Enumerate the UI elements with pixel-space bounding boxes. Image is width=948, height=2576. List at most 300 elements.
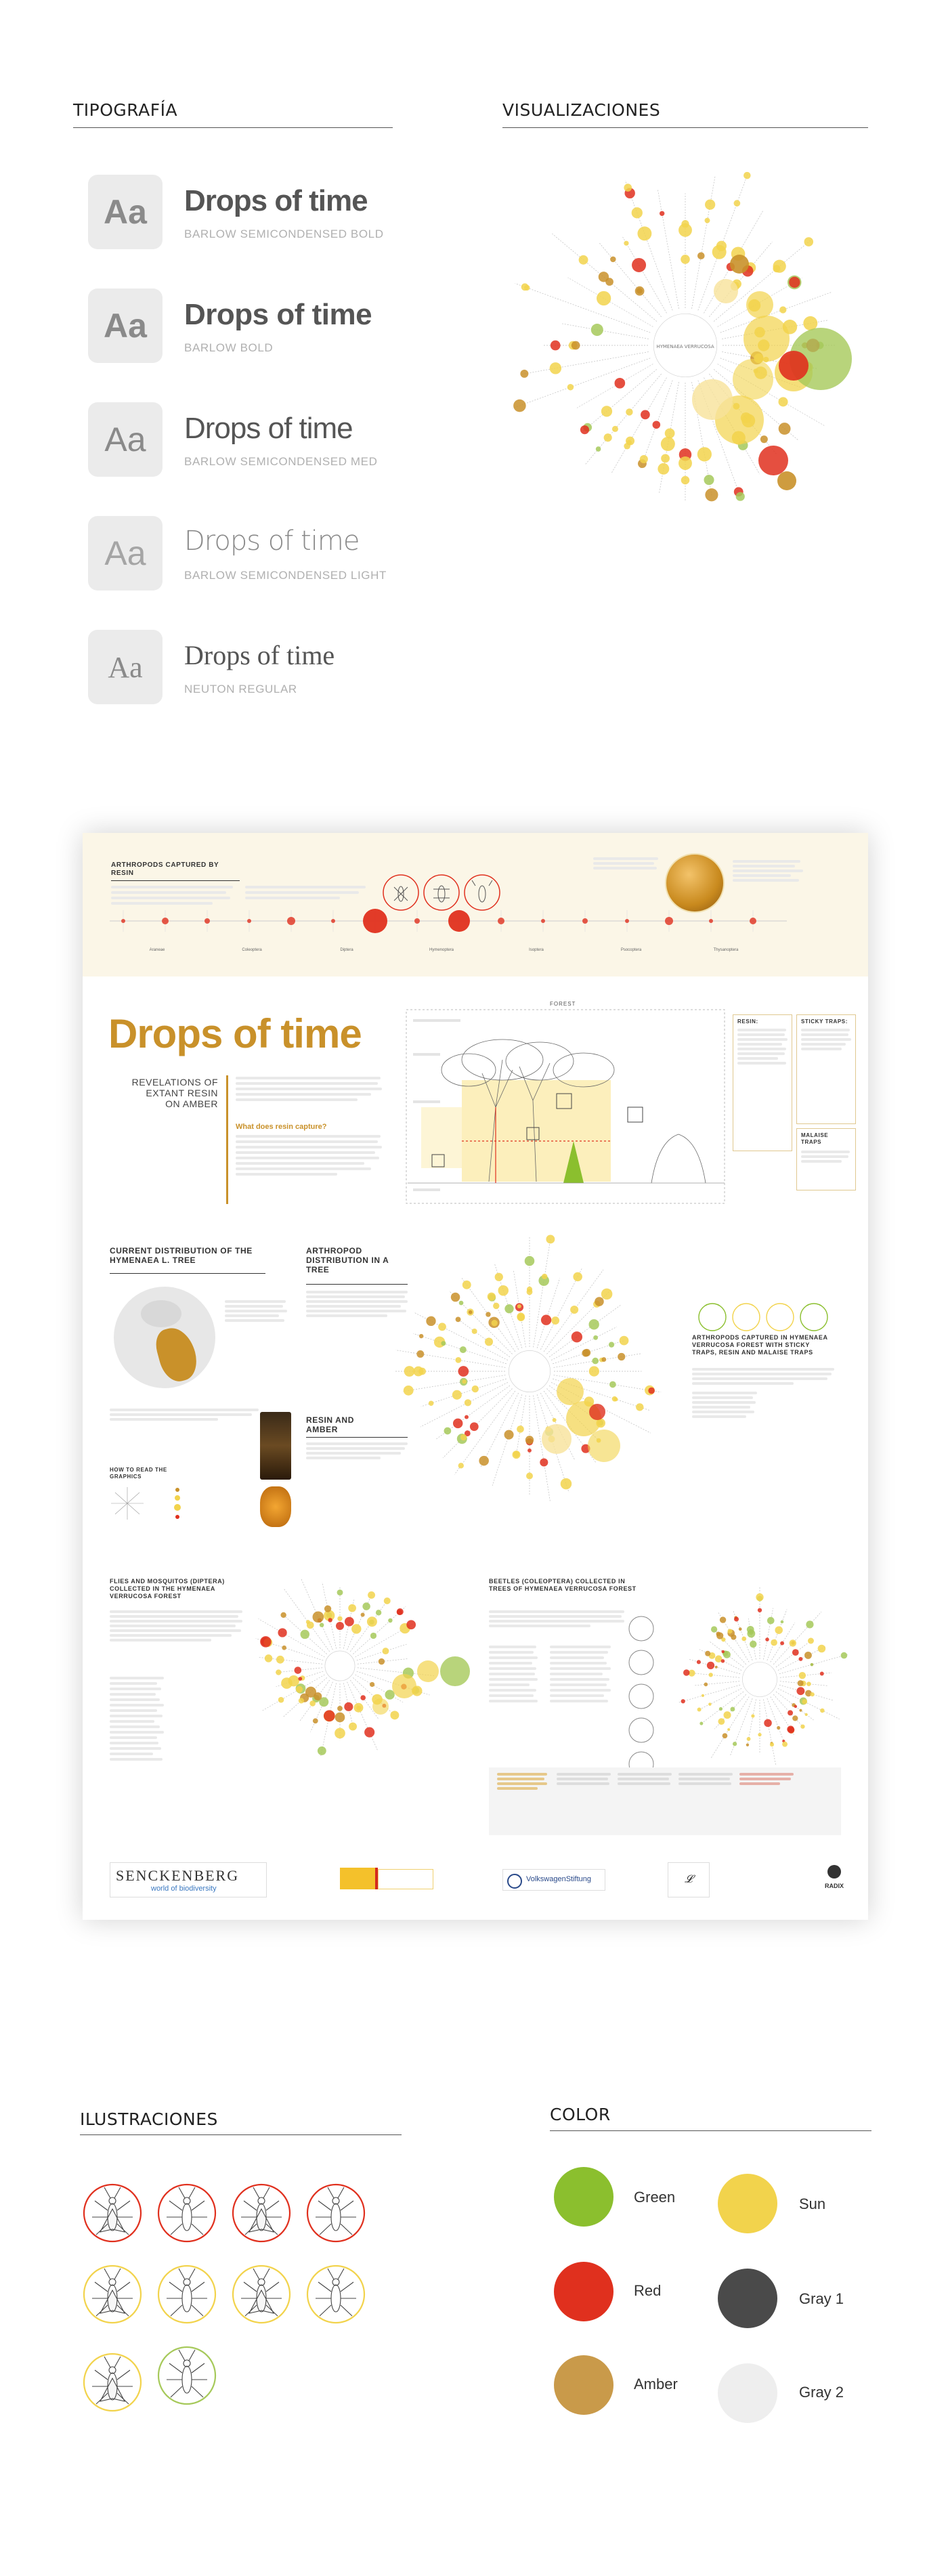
data-bubble — [618, 1353, 625, 1360]
timeline-dot — [247, 919, 251, 923]
data-bubble — [462, 1281, 471, 1289]
data-bubble — [280, 1612, 286, 1618]
data-bubble — [779, 423, 791, 435]
data-bubble — [260, 1636, 272, 1648]
amber-photo — [260, 1486, 291, 1527]
center-label: HYMENAEA VERRUCOSA — [656, 344, 714, 349]
spoke-line — [549, 1305, 620, 1356]
data-bubble — [572, 1331, 582, 1342]
data-bubble — [567, 384, 574, 390]
font-row-2 — [88, 288, 440, 363]
timeline-dot — [582, 918, 588, 924]
large-bubble — [730, 255, 749, 274]
data-bubble — [390, 1711, 399, 1719]
data-bubble — [727, 1728, 730, 1731]
data-bubble — [465, 1415, 469, 1419]
data-bubble — [479, 1456, 489, 1466]
data-bubble — [699, 1722, 703, 1725]
data-bubble — [513, 400, 526, 412]
radix-logo-text: RADIX — [824, 1883, 844, 1889]
data-bubble — [802, 1699, 807, 1704]
spoke-line — [521, 352, 649, 374]
data-bubble — [609, 1381, 616, 1388]
spoke-line — [623, 237, 667, 313]
data-bubble — [641, 410, 650, 419]
swatch-green — [554, 2167, 613, 2227]
radix-logo — [821, 1865, 848, 1895]
data-bubble — [705, 200, 715, 210]
spoke-line — [764, 1699, 776, 1765]
data-bubble — [705, 1651, 710, 1656]
spoke-line — [767, 1610, 787, 1660]
arthropod-distribution-rule — [306, 1284, 408, 1285]
swatch-gray-1-label: Gray 1 — [799, 2290, 844, 2307]
data-bubble — [492, 1320, 498, 1326]
data-bubble — [460, 1434, 467, 1440]
data-bubble — [660, 211, 664, 216]
spoke-line — [537, 1279, 560, 1348]
resin-amber-rule — [306, 1437, 408, 1438]
illustrations-section-title: ILUSTRACIONES — [80, 2109, 218, 2129]
illustrations-grid — [80, 2181, 432, 2465]
data-bubble — [604, 433, 612, 442]
data-bubble — [702, 1694, 704, 1697]
data-bubble — [265, 1654, 272, 1662]
data-bubble — [653, 421, 661, 429]
data-bubble — [383, 1648, 389, 1654]
font-preview-glyph: Aa — [88, 402, 163, 477]
data-bubble — [727, 1629, 732, 1633]
poster-radial-chart — [394, 1232, 678, 1517]
radial-bubbles — [678, 1587, 847, 1766]
data-bubble — [820, 1709, 825, 1713]
data-bubble — [734, 1616, 739, 1621]
data-bubble — [419, 1334, 423, 1338]
data-bubble — [465, 1399, 471, 1406]
large-bubble — [744, 316, 790, 362]
data-bubble — [697, 252, 705, 259]
poster-amber-bar — [226, 1075, 228, 1204]
data-bubble — [739, 1627, 742, 1631]
data-bubble — [770, 1742, 774, 1746]
font-sample-text: Drops of time — [184, 298, 372, 331]
data-bubble — [705, 488, 718, 501]
beetles-title: BEETLES (COLEOPTERA) COLLECTED IN TREES OF HYMENAEA VERRUCOSA FOREST — [489, 1578, 637, 1592]
data-bubble — [452, 1390, 462, 1400]
timeline-dot — [287, 917, 295, 925]
data-bubble — [388, 1618, 392, 1623]
font-row-4 — [88, 516, 440, 591]
data-bubble — [276, 1669, 281, 1675]
large-bubble — [392, 1674, 416, 1698]
data-bubble — [583, 1349, 590, 1356]
data-bubble — [553, 1418, 557, 1422]
data-bubble — [799, 1672, 806, 1679]
data-bubble — [488, 1293, 496, 1301]
how-to-read-legend — [110, 1483, 245, 1530]
color-rule — [550, 2130, 871, 2131]
data-bubble — [736, 492, 745, 501]
globe-map — [114, 1287, 215, 1388]
captures-sticky-title: ARTHROPODS CAPTURED IN HYMENAEA VERRUCOSA FOREST WITH STICKY TRAPS, RESIN AND MALAISE TRAPS — [692, 1334, 828, 1356]
resin-info-box — [733, 1014, 792, 1151]
spoke-line — [421, 1382, 508, 1427]
data-bubble — [597, 291, 611, 305]
swatch-red — [554, 2262, 613, 2321]
data-bubble — [337, 1589, 343, 1595]
data-bubble — [441, 1341, 446, 1346]
spoke-line — [347, 1682, 379, 1751]
spoke-line — [730, 1698, 752, 1756]
data-bubble — [764, 1719, 772, 1727]
large-bubble — [758, 446, 788, 475]
data-bubble — [624, 241, 628, 246]
data-bubble — [462, 1379, 466, 1383]
data-bubble — [527, 1448, 532, 1453]
data-bubble — [799, 1709, 802, 1712]
data-bubble — [721, 1659, 725, 1663]
font-preview-glyph: Aa — [88, 630, 163, 704]
order-label: Coleoptera — [242, 948, 262, 952]
data-bubble — [636, 1403, 643, 1411]
data-bubble — [318, 1746, 326, 1755]
font-name: BARLOW BOLD — [184, 341, 274, 354]
gov-logo — [340, 1868, 378, 1889]
spoke-line — [492, 1394, 522, 1486]
font-preview-glyph: Aa — [88, 288, 163, 363]
order-label: Thysanoptera — [713, 948, 739, 952]
data-bubble — [517, 1304, 521, 1308]
data-bubble — [760, 435, 768, 443]
data-bubble — [504, 1304, 513, 1313]
data-bubble — [626, 408, 632, 415]
data-bubble — [513, 1451, 519, 1457]
data-bubble — [349, 1723, 357, 1731]
forest-diagram — [394, 1006, 733, 1209]
resin-photo — [260, 1412, 291, 1480]
illustration-ring — [158, 2347, 215, 2404]
insect-icon — [92, 2357, 133, 2404]
center-ring — [509, 1350, 550, 1392]
data-bubble — [362, 1602, 370, 1610]
order-label: Araneae — [149, 948, 165, 952]
data-bubble — [309, 1700, 316, 1706]
data-bubble — [711, 1626, 717, 1632]
resin-info-label: RESIN: — [737, 1018, 758, 1025]
data-bubble — [601, 1357, 606, 1362]
font-name: BARLOW SEMICONDENSED MED — [184, 455, 378, 468]
timeline-dot — [448, 910, 470, 932]
font-row-3 — [88, 402, 440, 477]
font-sample-text: Drops of time — [184, 412, 353, 445]
data-bubble — [456, 1316, 461, 1322]
data-bubble — [335, 1713, 345, 1723]
poster-amber-circle — [665, 853, 725, 913]
data-bubble — [615, 378, 626, 389]
data-bubble — [719, 1707, 723, 1711]
data-bubble — [495, 1273, 503, 1281]
data-bubble — [637, 226, 651, 240]
sticky-info-box — [796, 1014, 856, 1124]
arthropod-distribution-title: ARTHROPOD DISTRIBUTION IN A TREE — [306, 1246, 389, 1274]
data-bubble — [458, 1463, 464, 1468]
insect-icon — [167, 2350, 207, 2397]
timeline-dot — [625, 919, 629, 923]
data-bubble — [811, 1692, 815, 1696]
data-bubble — [370, 1633, 376, 1639]
timeline-dot — [162, 918, 169, 924]
data-bubble — [404, 1386, 414, 1396]
senckenberg-name: SENCKENBERG — [116, 1867, 240, 1884]
order-label: Diptera — [340, 948, 353, 952]
data-bubble — [517, 1314, 525, 1321]
data-bubble — [788, 1710, 793, 1715]
data-bubble — [704, 475, 714, 485]
poster-top-insects — [381, 872, 502, 913]
poster-amber-text — [733, 860, 807, 882]
spoke-line — [694, 1681, 739, 1686]
data-bubble — [348, 1604, 356, 1612]
data-bubble — [841, 1652, 848, 1659]
data-bubble — [592, 1358, 599, 1365]
data-bubble — [540, 1458, 548, 1466]
large-bubble — [417, 1660, 439, 1682]
insect-icon — [92, 2187, 133, 2235]
forest-label: FOREST — [550, 1001, 576, 1007]
timeline-dot — [709, 919, 713, 923]
data-bubble — [613, 1397, 618, 1401]
data-bubble — [723, 1733, 728, 1738]
data-bubble — [681, 1699, 685, 1703]
data-bubble — [504, 1430, 514, 1440]
data-bubble — [734, 200, 741, 207]
data-bubble — [790, 1639, 796, 1646]
data-bubble — [493, 1303, 499, 1309]
data-bubble — [370, 1682, 374, 1687]
sticky-info-label: STICKY TRAPS: — [801, 1018, 848, 1025]
large-bubble — [746, 291, 773, 318]
data-bubble — [278, 1697, 284, 1703]
data-bubble — [336, 1622, 344, 1630]
font-name: NEUTON REGULAR — [184, 683, 297, 695]
data-bubble — [579, 255, 588, 265]
illustration-ring — [307, 2266, 364, 2323]
large-bubble — [588, 1430, 620, 1462]
data-bubble — [709, 1673, 713, 1677]
agency-logo — [378, 1869, 433, 1889]
font-name: BARLOW SEMICONDENSED BOLD — [184, 228, 384, 240]
data-bubble — [589, 1319, 599, 1329]
data-bubble — [716, 1632, 720, 1637]
data-bubble — [782, 1742, 788, 1747]
data-bubble — [300, 1630, 309, 1639]
insect-icon — [241, 2187, 282, 2235]
data-bubble — [798, 1657, 802, 1661]
data-bubble — [361, 1612, 365, 1616]
data-bubble — [525, 1256, 535, 1266]
data-bubble — [632, 258, 646, 272]
data-bubble — [758, 1608, 762, 1612]
data-bubble — [792, 1649, 799, 1656]
resin-amber-title: RESIN AND AMBER — [306, 1415, 354, 1434]
data-bubble — [298, 1677, 302, 1681]
spoke-line — [513, 358, 650, 408]
timeline-dot — [750, 918, 756, 924]
illustration-ring — [307, 2185, 364, 2241]
center-ring — [325, 1651, 355, 1681]
data-bubble — [599, 272, 609, 282]
data-bubble — [746, 1743, 749, 1746]
data-bubble — [458, 1366, 469, 1377]
data-bubble — [376, 1610, 381, 1615]
visualizations-section-title: VISUALIZACIONES — [502, 100, 661, 120]
large-bubble — [372, 1698, 389, 1715]
illustrations-rule — [80, 2134, 402, 2135]
data-bubble — [818, 1645, 826, 1653]
data-bubble — [337, 1616, 342, 1621]
data-bubble — [789, 277, 800, 288]
data-bubble — [455, 1357, 461, 1363]
swatch-gray-2 — [718, 2363, 777, 2423]
data-bubble — [551, 341, 561, 351]
spoke-line — [395, 1350, 505, 1368]
insect-icon — [316, 2187, 356, 2235]
data-bubble — [589, 1366, 599, 1376]
data-bubble — [498, 1285, 509, 1295]
data-bubble — [741, 1637, 746, 1641]
data-bubble — [765, 1637, 769, 1641]
data-bubble — [595, 1297, 604, 1306]
data-bubble — [444, 1427, 452, 1435]
data-bubble — [632, 207, 643, 218]
large-bubble — [714, 279, 738, 303]
data-bubble — [721, 1650, 724, 1653]
large-bubble — [779, 351, 809, 381]
data-bubble — [794, 1705, 798, 1709]
vw-logo — [502, 1869, 605, 1891]
poster-insect-icons — [695, 1300, 838, 1334]
data-bubble — [806, 1620, 813, 1628]
data-bubble — [778, 397, 788, 406]
spoke-line — [748, 1618, 756, 1660]
data-bubble — [777, 1726, 780, 1730]
spoke-line — [562, 324, 649, 339]
data-bubble — [637, 288, 643, 294]
poster-top-rule — [111, 880, 240, 881]
data-bubble — [527, 1289, 533, 1295]
data-bubble — [526, 1473, 533, 1480]
data-bubble — [773, 265, 780, 272]
typography-section-title: TIPOGRAFÍA — [73, 100, 178, 120]
data-bubble — [751, 1714, 754, 1717]
large-bubble — [733, 359, 773, 400]
data-bubble — [798, 1680, 804, 1686]
swatch-green-label: Green — [634, 2189, 676, 2206]
data-bubble — [572, 341, 580, 350]
data-bubble — [720, 1616, 726, 1623]
data-bubble — [418, 1368, 426, 1375]
data-bubble — [733, 1742, 737, 1746]
spoke-line — [284, 1589, 330, 1651]
data-bubble — [472, 1386, 479, 1392]
data-bubble — [486, 1312, 490, 1316]
poster-mockup — [83, 833, 868, 1920]
data-bubble — [416, 1350, 424, 1358]
data-bubble — [730, 1707, 735, 1712]
data-bubble — [438, 1323, 446, 1331]
data-bubble — [681, 220, 689, 228]
font-row-1 — [88, 175, 440, 249]
data-bubble — [384, 1597, 391, 1604]
data-bubble — [747, 1737, 751, 1741]
data-bubble — [624, 184, 632, 192]
radial-bubble-chart — [513, 172, 852, 502]
font-preview-glyph: Aa — [88, 516, 163, 591]
senckenberg-tagline: world of biodiversity — [151, 1885, 217, 1893]
data-bubble — [570, 1306, 578, 1314]
insect-icon — [92, 2269, 133, 2316]
large-bubble — [557, 1378, 584, 1405]
data-bubble — [541, 1315, 551, 1325]
data-bubble — [288, 1675, 299, 1686]
poster-body-2 — [236, 1135, 385, 1176]
data-bubble — [718, 1718, 725, 1725]
large-bubble — [589, 1404, 605, 1420]
poster-amber-caption — [593, 857, 661, 870]
data-bubble — [771, 1639, 777, 1646]
data-bubble — [665, 428, 675, 438]
vw-logo-text: VolkswagenStiftung — [526, 1875, 592, 1883]
data-bubble — [601, 1289, 613, 1300]
data-bubble — [596, 446, 601, 452]
data-bubble — [406, 1620, 416, 1629]
spoke-line — [692, 177, 715, 309]
data-bubble — [295, 1667, 302, 1674]
data-bubble — [550, 362, 561, 374]
data-bubble — [804, 237, 814, 246]
data-bubble — [748, 1629, 754, 1635]
data-bubble — [404, 1366, 415, 1377]
timeline-dot — [414, 918, 420, 924]
data-bubble — [678, 456, 692, 470]
data-bubble — [276, 1656, 284, 1664]
how-to-read-title: HOW TO READ THE GRAPHICS — [110, 1467, 167, 1480]
timeline-dot — [121, 919, 125, 923]
data-bubble — [788, 1727, 794, 1734]
flies-radial-chart — [204, 1564, 489, 1781]
beetle-icons-column — [624, 1612, 658, 1781]
data-bubble — [324, 1606, 331, 1612]
data-bubble — [426, 1316, 435, 1326]
large-bubble — [542, 1424, 572, 1454]
poster-body — [236, 1077, 385, 1107]
color-section-title: COLOR — [550, 2105, 611, 2124]
data-bubble — [808, 1638, 814, 1644]
order-label: Hymenoptera — [429, 948, 454, 952]
malaise-info-box — [796, 1128, 856, 1190]
data-bubble — [704, 1683, 708, 1687]
swatch-sun-label: Sun — [799, 2195, 826, 2212]
poster-top-title: ARTHROPODS CAPTURED BY RESIN — [111, 861, 219, 877]
data-bubble — [525, 1436, 534, 1444]
spoke-line — [764, 1608, 773, 1660]
data-bubble — [313, 1718, 318, 1723]
insect-icon — [316, 2269, 356, 2316]
swatch-sun — [718, 2174, 777, 2233]
data-bubble — [756, 1593, 763, 1601]
data-bubble — [324, 1710, 335, 1721]
timeline-dot — [204, 918, 210, 924]
